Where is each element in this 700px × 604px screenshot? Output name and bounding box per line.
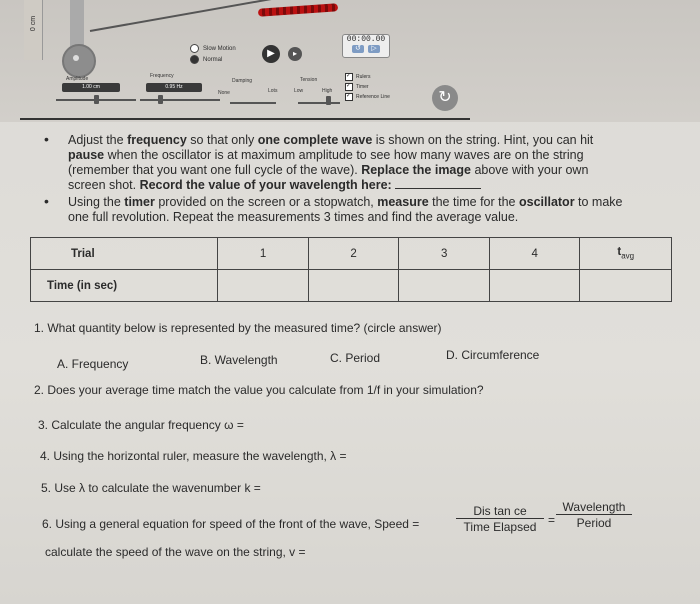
bullet-icon: •	[44, 193, 49, 209]
check-icon: ✓	[346, 92, 352, 99]
trial-table	[30, 237, 672, 302]
header-t-avg: $t_{avg}$	[580, 238, 672, 270]
row-label-time: Time (in sec)	[31, 270, 218, 302]
wavelength-blank[interactable]	[395, 178, 481, 189]
instruction-bullet-2: • Using the timer provided on the screen or a stopwatch, measure the time for the oscillator to make one full revolution. Repeat the measurements 3 times and find the average value.	[44, 193, 623, 224]
tension-slider[interactable]	[298, 102, 340, 104]
ruler-label: 0 cm	[30, 15, 38, 32]
question-3: 3. Calculate the angular frequency ω =	[38, 418, 244, 432]
option-a[interactable]: A. Frequency	[57, 357, 129, 371]
speed-fraction-wavelength-period: Wavelength Period	[556, 500, 632, 530]
time-cell-3[interactable]	[399, 270, 490, 302]
check-icon: ✓	[346, 82, 352, 89]
timer-reset-button[interactable]: ↺	[352, 45, 364, 53]
timer-readout: 00:00.00	[346, 35, 386, 44]
frequency-label: Frequency	[150, 73, 174, 79]
damping-none-label: None	[218, 90, 230, 96]
option-b[interactable]: B. Wavelength	[200, 353, 278, 367]
checkbox-timer[interactable]: ✓ Timer	[346, 82, 369, 90]
options-checklist	[345, 72, 390, 102]
check-icon: ✓	[346, 72, 352, 79]
timer-start-button[interactable]: ▷	[368, 45, 380, 53]
vertical-ruler[interactable]	[24, 0, 43, 60]
reset-all-button[interactable]: ↻	[432, 85, 458, 111]
question-6: 6. Using a general equation for speed of the front of the wave, Speed =	[42, 517, 420, 531]
tension-high-label: High	[322, 88, 333, 94]
damping-slider[interactable]	[230, 102, 276, 104]
string-beads	[258, 3, 338, 17]
header-trial-2: 2	[308, 238, 399, 270]
time-cell-4[interactable]	[489, 270, 580, 302]
frequency-slider-thumb[interactable]	[158, 95, 163, 104]
simulation-screenshot	[0, 0, 700, 122]
damping-label: Damping	[232, 78, 253, 84]
speed-radio-group	[190, 44, 236, 66]
table-row	[31, 270, 672, 302]
question-6-continued: calculate the speed of the wave on the string, v =	[45, 545, 306, 559]
timer-widget[interactable]	[342, 34, 390, 58]
damping-lots-label: Lots	[268, 88, 278, 94]
question-4: 4. Using the horizontal ruler, measure the wavelength, λ =	[40, 449, 347, 463]
time-cell-1[interactable]	[218, 270, 309, 302]
header-trial-3: 3	[399, 238, 490, 270]
tension-low-label: Low	[294, 88, 304, 94]
amplitude-spinner[interactable]: 1.00 cm	[62, 83, 120, 92]
tension-label: Tension	[300, 77, 318, 83]
time-cell-2[interactable]	[308, 270, 399, 302]
question-2: 2. Does your average time match the value you calculate from 1/f in your simulation?	[34, 383, 484, 397]
play-pause-button[interactable]: ▶	[262, 45, 280, 63]
question-1: 1. What quantity below is represented by the measured time? (circle answer)	[34, 321, 442, 335]
table-header-row	[31, 238, 672, 270]
option-c[interactable]: C. Period	[330, 351, 381, 365]
tension-slider-thumb[interactable]	[326, 96, 331, 105]
checkbox-rulers[interactable]: ✓ Rulers	[346, 72, 371, 80]
speed-option-slow[interactable]: Slow Motion	[190, 44, 236, 55]
radio-icon	[190, 44, 199, 53]
oscillator-dot	[73, 55, 79, 61]
step-button[interactable]: ▸	[288, 47, 302, 61]
header-trial: Trial	[31, 238, 218, 270]
oscillator-rail	[70, 0, 84, 50]
screenshot-divider	[20, 118, 470, 120]
checkbox-reference-line[interactable]: ✓ Reference Line	[346, 92, 390, 100]
radio-selected-icon	[190, 55, 199, 64]
amplitude-slider-thumb[interactable]	[94, 95, 99, 104]
header-trial-1: 1	[218, 238, 309, 270]
header-trial-4: 4	[489, 238, 580, 270]
wave-string	[90, 0, 327, 32]
time-cell-avg[interactable]	[580, 270, 672, 302]
speed-option-normal[interactable]: Normal	[190, 55, 236, 66]
equals-sign: =	[548, 513, 556, 527]
question-5: 5. Use λ to calculate the wavenumber k =	[41, 481, 261, 495]
frequency-slider[interactable]	[140, 99, 220, 101]
option-d[interactable]: D. Circumference	[446, 348, 540, 362]
amplitude-label: Amplitude	[66, 76, 89, 82]
frequency-spinner[interactable]: 0.95 Hz	[146, 83, 202, 92]
bullet-icon: •	[44, 131, 49, 147]
instruction-bullet-1: • Adjust the frequency so that only one complete wave is shown on the string. Hint, you can hit pause when the oscillator is at maximum amplitude to see how many waves are on the string (remember that you want one full cycle of the wave). Replace the image above with your own screen shot. Record the value of your wavelength here:	[44, 131, 594, 192]
speed-fraction-distance-time: Dis tan ce Time Elapsed	[456, 504, 544, 534]
